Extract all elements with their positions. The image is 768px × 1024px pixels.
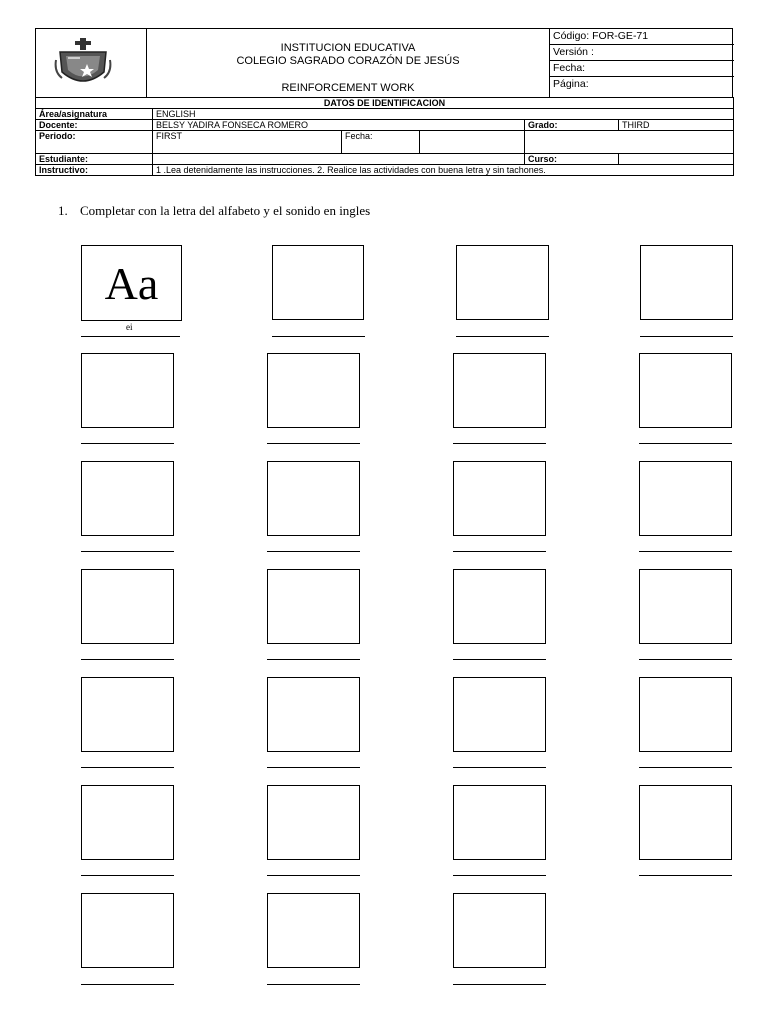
answer-line[interactable] (267, 443, 360, 444)
school-name: COLEGIO SAGRADO CORAZÓN DE JESÚS (236, 55, 460, 67)
letter-box[interactable] (453, 785, 546, 860)
institution-name: INSTITUCION EDUCATIVA (280, 42, 416, 54)
answer-line[interactable] (453, 443, 546, 444)
exercise-text: Completar con la letra del alfabeto y el sonido en ingles (80, 203, 371, 218)
letter-box[interactable] (267, 461, 360, 536)
letter-box[interactable] (267, 785, 360, 860)
estudiante-label: Estudiante: (36, 154, 153, 165)
grado-value: THIRD (619, 120, 734, 131)
fecha-field: Fecha: (550, 61, 734, 77)
answer-line[interactable] (453, 659, 546, 660)
letter-box[interactable] (81, 461, 174, 536)
version-field: Versión : (550, 45, 734, 61)
letter-box[interactable] (453, 569, 546, 644)
periodo-value: FIRST (153, 131, 342, 154)
instructivo-value: 1 .Lea detenidamente las instrucciones. 2. Realice las actividades con buena letra y sin tachones. (153, 165, 734, 176)
title-cell (146, 29, 550, 97)
letter-box[interactable] (639, 461, 732, 536)
answer-line[interactable] (81, 443, 174, 444)
answer-line[interactable] (267, 984, 360, 985)
answer-line[interactable] (81, 551, 174, 552)
fecha-label: Fecha: (342, 131, 420, 154)
periodo-blank (525, 131, 734, 154)
letter-box[interactable] (81, 569, 174, 644)
answer-line[interactable] (453, 767, 546, 768)
school-crest-logo (54, 38, 112, 88)
answer-line[interactable] (640, 336, 733, 337)
pagina-field: Página: (553, 78, 589, 90)
letter-box[interactable] (267, 569, 360, 644)
answer-line[interactable] (639, 875, 732, 876)
answer-line[interactable] (267, 659, 360, 660)
curso-value[interactable] (619, 154, 734, 165)
answer-line[interactable] (639, 551, 732, 552)
logo-cell (36, 29, 147, 97)
answer-line[interactable] (81, 336, 180, 337)
instructivo-label: Instructivo: (36, 165, 153, 176)
letter-box[interactable] (272, 245, 364, 320)
answer-line[interactable] (81, 659, 174, 660)
letter-box[interactable] (639, 569, 732, 644)
estudiante-value[interactable] (153, 154, 525, 165)
letter-box[interactable] (81, 893, 174, 968)
document-title: REINFORCEMENT WORK (281, 82, 415, 94)
letter-box[interactable] (453, 353, 546, 428)
document-codes (549, 29, 734, 97)
grado-label: Grado: (525, 120, 619, 131)
answer-line[interactable] (639, 659, 732, 660)
identification-table (35, 97, 734, 176)
area-value: ENGLISH (153, 109, 734, 120)
answer-line[interactable] (272, 336, 365, 337)
answer-line[interactable] (453, 875, 546, 876)
answer-line[interactable] (453, 984, 546, 985)
area-label: Área/asignatura (36, 109, 153, 120)
document-header (35, 28, 733, 98)
answer-line[interactable] (639, 767, 732, 768)
letter-box[interactable] (453, 677, 546, 752)
letter-box[interactable] (453, 893, 546, 968)
answer-line[interactable] (81, 984, 174, 985)
docente-label: Docente: (36, 120, 153, 131)
answer-line[interactable] (639, 443, 732, 444)
sample-sound: ei (126, 322, 133, 332)
exercise-instruction (58, 203, 370, 219)
sample-letter: Aa (104, 258, 159, 309)
letter-box[interactable] (267, 353, 360, 428)
letter-box[interactable] (81, 785, 174, 860)
exercise-number: 1. (58, 203, 68, 218)
letter-box[interactable] (453, 461, 546, 536)
answer-line[interactable] (81, 767, 174, 768)
answer-line[interactable] (267, 551, 360, 552)
identification-banner: DATOS DE IDENTIFICACION (36, 98, 734, 109)
fecha-value[interactable] (420, 131, 525, 154)
answer-line[interactable] (267, 875, 360, 876)
periodo-label: Periodo: (36, 131, 153, 154)
letter-box[interactable] (267, 893, 360, 968)
letter-box[interactable] (81, 677, 174, 752)
letter-box-sample (81, 245, 182, 321)
answer-line[interactable] (453, 551, 546, 552)
letter-box[interactable] (639, 785, 732, 860)
letter-box[interactable] (456, 245, 549, 320)
letter-box[interactable] (81, 353, 174, 428)
answer-line[interactable] (267, 767, 360, 768)
codigo-field: Código: FOR-GE-71 (550, 29, 734, 45)
answer-line[interactable] (81, 875, 174, 876)
letter-box[interactable] (639, 353, 732, 428)
curso-label: Curso: (525, 154, 619, 165)
letter-box[interactable] (640, 245, 733, 320)
letter-box[interactable] (639, 677, 732, 752)
docente-value: BELSY YADIRA FONSECA ROMERO (153, 120, 525, 131)
letter-box[interactable] (267, 677, 360, 752)
answer-line[interactable] (456, 336, 549, 337)
